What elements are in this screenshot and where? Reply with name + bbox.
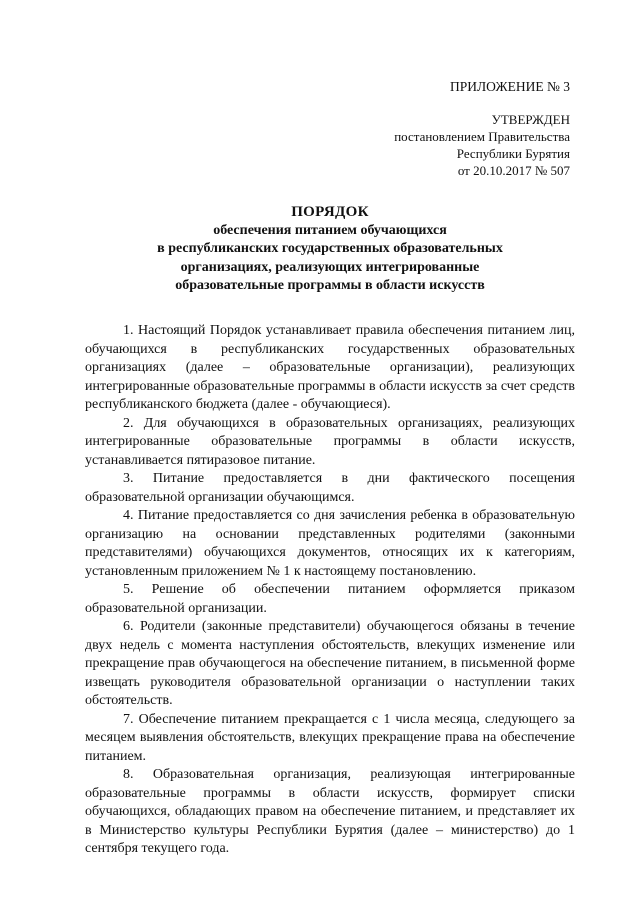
title-line: образовательные программы в области искусств (175, 278, 485, 293)
approval-header (394, 78, 570, 179)
approval-line-1: постановлением Правительства (394, 129, 570, 144)
paragraph-2: 2. Для обучающихся в образовательных организациях, реализующих интегрированные образовательные программы в области искусств, устанавливается пятиразовое питание. (85, 415, 575, 468)
title-line: организациях, реализующих интегрированные (180, 259, 480, 275)
approved-label: УТВЕРЖДЕН (491, 112, 570, 127)
paragraph-7: 7. Обеспечение питанием прекращается с 1 числа месяца, следующего за месяцем выявления обстоятельств, влекущих прекращение права на обеспечение питанием. (85, 711, 575, 764)
title-line: в республиканских государственных образовательных (157, 241, 503, 256)
document-title (85, 203, 575, 296)
paragraph-5: 5. Решение об обеспечении питанием оформляется приказом образовательной организации. (85, 582, 575, 616)
document-body (85, 322, 575, 859)
approval-line-2: Республики Бурятия (456, 146, 570, 161)
paragraph-1: 1. Настоящий Порядок устанавливает правила обеспечения питанием лиц, обучающихся в республиканских государственных образовательных организациях (далее – образовательные организации), реализующих интегрированные образовательные программы в области искусств за счет средств республиканского бюджета (далее - обучающиеся). (85, 323, 575, 412)
paragraph-3: 3. Питание предоставляется в дни фактического посещения образовательной организации обучающимся. (85, 471, 575, 505)
approval-line-3: от 20.10.2017 № 507 (457, 163, 570, 178)
title-main: ПОРЯДОК (291, 204, 369, 220)
paragraph-8: 8. Образовательная организация, реализующая интегрированные образовательные программы в области искусств, формирует списки обучающихся, обладающих правом на обеспечение питанием, и представляет их в Министерство культуры Республики Бурятия (далее – министерство) до 1 сентября текущего года. (85, 767, 575, 856)
title-line: обеспечения питанием обучающихся (213, 222, 447, 238)
paragraph-6: 6. Родители (законные представители) обучающегося обязаны в течение двух недель с момента наступления обстоятельств, влекущих изменение или прекращение прав обучающегося на обеспечение питанием, в письменной форме извещать руководителя образовательной организации о наступлении таких обстоятельств. (85, 619, 575, 708)
paragraph-4: 4. Питание предоставляется со дня зачисления ребенка в образовательную организацию на основании представленных родителями (законными представителями) обучающихся документов, относящих их к категориям, установленным приложением № 1 к настоящему постановлению. (85, 508, 575, 579)
appendix-label: ПРИЛОЖЕНИЕ № 3 (449, 79, 570, 94)
